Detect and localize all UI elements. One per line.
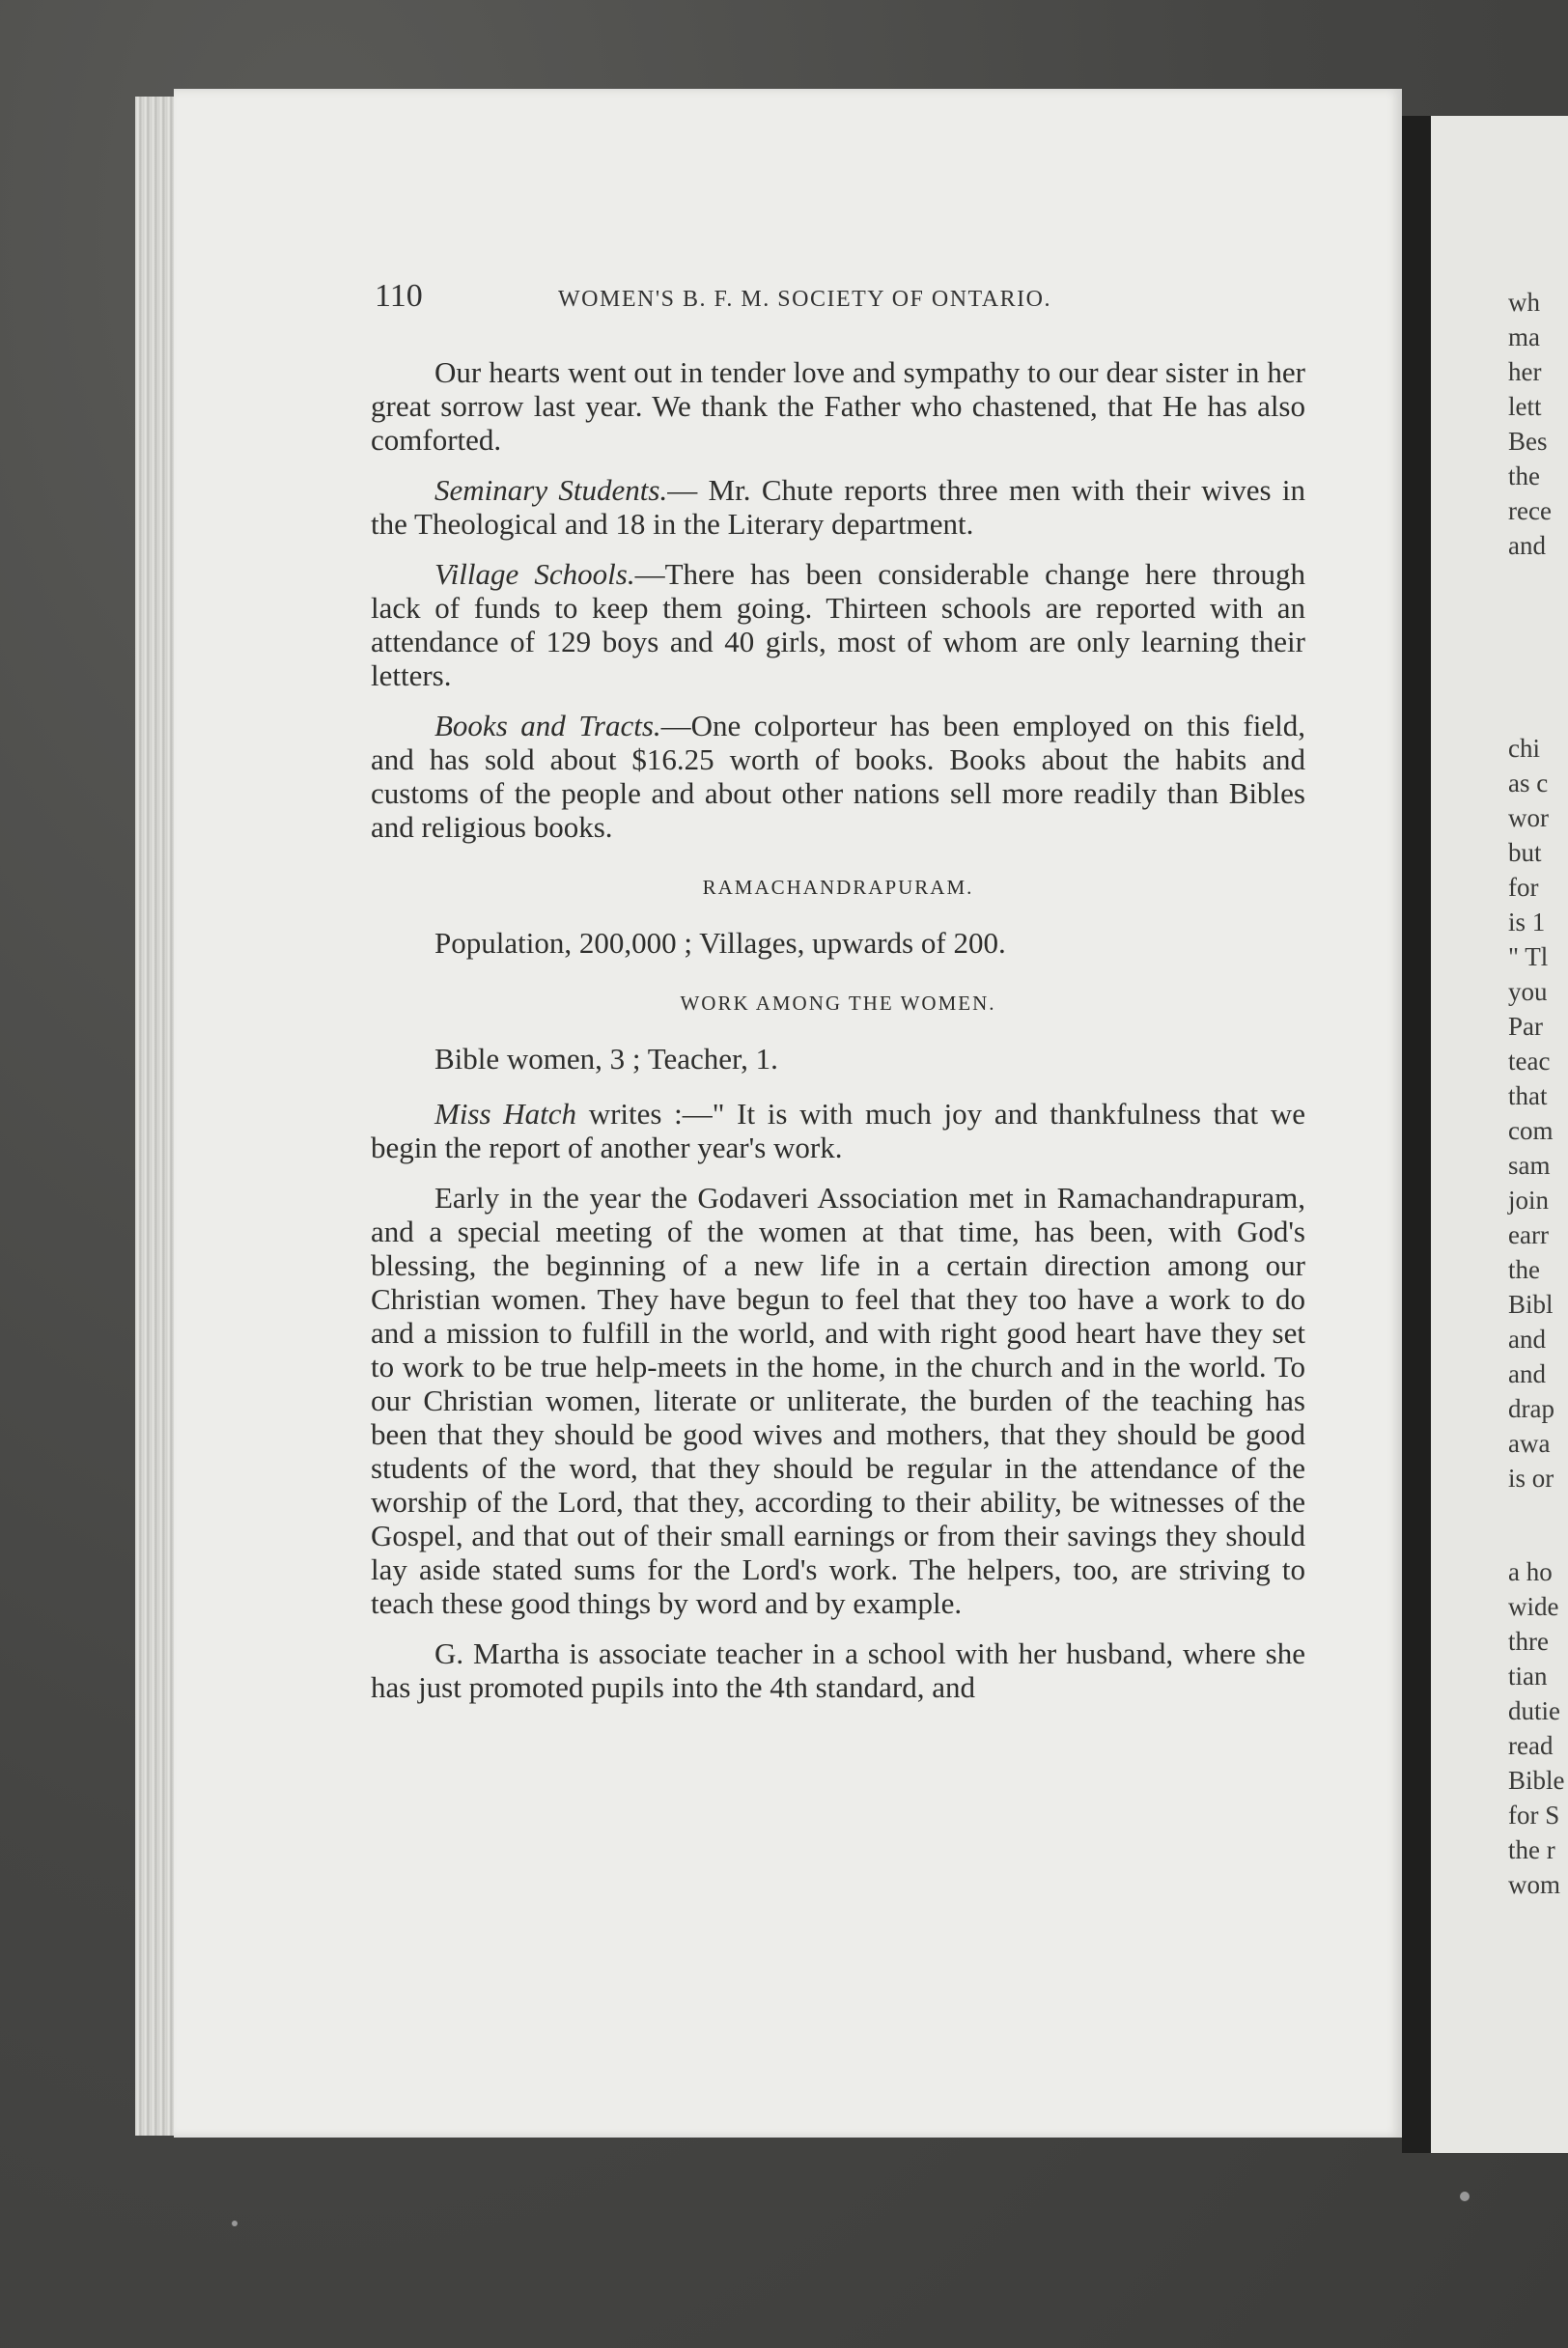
facing-page-line: wide: [1508, 1592, 1559, 1621]
facing-page-line: is or: [1508, 1464, 1554, 1493]
facing-page: [1431, 116, 1568, 2153]
facing-page-line: join: [1508, 1186, 1550, 1215]
facing-page-line: the r: [1508, 1835, 1555, 1864]
paragraph-association: Early in the year the Godaveri Association met in Ramachandrapuram, and a special meeting of the women at that time, has been, with God's blessing, the beginning of a new life in a certain direction among our Christian women. They have begun to feel that they too have a work to do and a mission to fulfill in the world, and with right good heart have they set to work to be true help-meets in the home, in the church and in the world. To our Christian women, literate or unliterate, the burden of the teaching has been that they should be good wives and mothers, that they should be good students of the word, that they should be regular in the attendance of the worship of the Lord, that they, according to their ability, be witnesses of the Gospel, and that out of their small earnings or from their savings they should lay aside stated sums for the Lord's work. The helpers, too, are striving to teach these good things by word and by example.: [371, 1181, 1305, 1620]
subsection-heading: WORK AMONG THE WOMEN.: [680, 992, 996, 1015]
facing-page-line: that: [1508, 1081, 1548, 1110]
population-line: Population, 200,000 ; Villages, upwards of 200.: [434, 926, 1006, 960]
facing-page-line: dutie: [1508, 1696, 1560, 1725]
paragraph-village-schools: [371, 557, 1305, 692]
facing-page-line: Bes: [1508, 427, 1548, 456]
facing-page-line: drap: [1508, 1394, 1554, 1423]
facing-page-line: com: [1508, 1116, 1554, 1145]
facing-page-line: and: [1508, 1359, 1546, 1388]
facing-page-line: her: [1508, 357, 1542, 386]
paragraph-seminary-students: [371, 473, 1305, 541]
facing-page-line: the: [1508, 1255, 1540, 1284]
page-body: [371, 355, 1305, 1720]
paragraph-martha: G. Martha is associate teacher in a school with her husband, where she has just promoted pupils into the 4th standard, and: [371, 1636, 1305, 1704]
facing-page-line: tian: [1508, 1662, 1548, 1691]
scan-speck: [1460, 2192, 1470, 2201]
facing-page-line: thre: [1508, 1627, 1549, 1656]
scan-speck: [232, 2221, 238, 2226]
running-head-title: WOMEN'S B. F. M. SOCIETY OF ONTARIO.: [558, 287, 1051, 312]
facing-page-line: you: [1508, 977, 1548, 1006]
facing-page-line: sam: [1508, 1151, 1551, 1180]
facing-page-line: Bible: [1508, 1766, 1565, 1795]
village-schools-label: Village Schools.: [434, 557, 635, 591]
facing-page-line: but: [1508, 838, 1542, 867]
seminary-students-label: Seminary Students.: [434, 473, 668, 507]
facing-page-line: as c: [1508, 769, 1549, 797]
miss-hatch-text: writes :—" It is with much joy and thankfulness that we begin the report of another year's work.: [371, 1097, 1306, 1164]
staff-line: Bible women, 3 ; Teacher, 1.: [434, 1042, 778, 1076]
facing-page-line: teac: [1508, 1047, 1551, 1076]
facing-page-line: the: [1508, 461, 1540, 490]
books-tracts-label: Books and Tracts.: [434, 709, 661, 742]
section-heading: RAMACHANDRAPURAM.: [702, 876, 974, 899]
facing-page-line: chi: [1508, 734, 1540, 763]
facing-page-line: for: [1508, 873, 1539, 902]
facing-page-line: Bibl: [1508, 1290, 1554, 1319]
facing-page-line: wh: [1508, 288, 1540, 317]
facing-page-line: " Tl: [1508, 942, 1549, 971]
facing-page-line: and: [1508, 1325, 1546, 1354]
miss-hatch-label: Miss Hatch: [434, 1097, 577, 1131]
paragraph-books-tracts: [371, 709, 1305, 844]
facing-page-line: wom: [1508, 1870, 1560, 1899]
facing-page-line: a ho: [1508, 1557, 1553, 1586]
paragraph-condolence: Our hearts went out in tender love and sympathy to our dear sister in her great sorrow last year. We thank the Father who chastened, that He has also comforted.: [371, 355, 1305, 457]
facing-page-line: earr: [1508, 1220, 1549, 1249]
facing-page-line: for S: [1508, 1801, 1560, 1830]
facing-page-line: ma: [1508, 322, 1540, 351]
village-schools-text: —There has been considerable change here through lack of funds to keep them going. Thirteen schools are reported with an attendance of 129 boys and 40 girls, most of whom are only learning their letters.: [371, 557, 1306, 692]
facing-page-line: rece: [1508, 496, 1552, 525]
facing-page-line: read: [1508, 1731, 1554, 1760]
facing-page-line: is 1: [1508, 908, 1546, 936]
paragraph-miss-hatch: [371, 1097, 1305, 1164]
seminary-students-text: — Mr. Chute reports three men with their wives in the Theological and 18 in the Literary department.: [371, 473, 1305, 541]
books-tracts-text: —One colporteur has been employed on this field, and has sold about $16.25 worth of books. Books about the habits and customs of the people and about other nations sell more readily than Bibles and religious books.: [371, 709, 1305, 844]
facing-page-line: wor: [1508, 803, 1549, 832]
facing-page-line: awa: [1508, 1429, 1551, 1458]
book-gutter: [1402, 116, 1431, 2153]
facing-page-line: and: [1508, 531, 1546, 560]
facing-page-line: Par: [1508, 1012, 1543, 1041]
facing-page-line: lett: [1508, 392, 1542, 421]
page-number: 110: [375, 278, 423, 314]
